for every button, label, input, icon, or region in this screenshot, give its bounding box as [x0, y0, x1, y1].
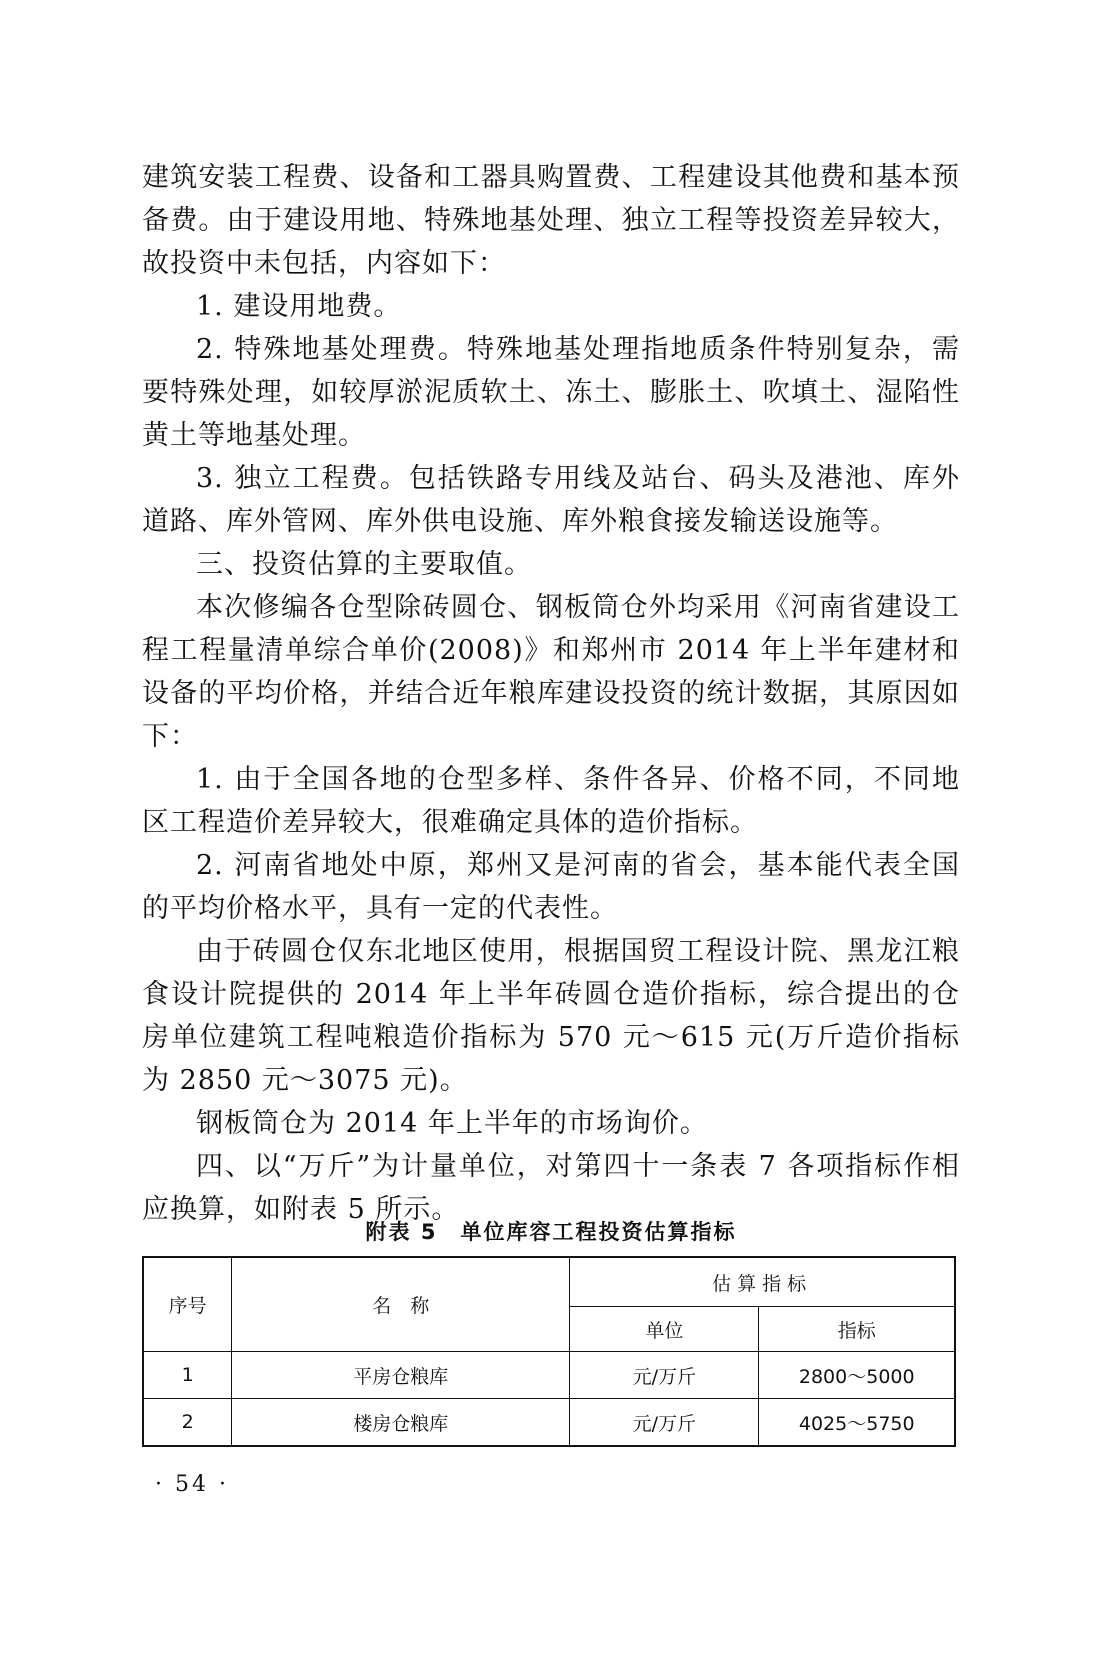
paragraph-brick-silo: 由于砖圆仓仅东北地区使用，根据国贸工程设计院、黑龙江粮食设计院提供的 2014 年上半年砖圆仓造价指标，综合提出的仓房单位建筑工程吨粮造价指标为 570 元～615 元(万斤造价指标为 2850 元～3075 元)。: [142, 936, 960, 1096]
header-name: 名 称: [232, 1257, 570, 1352]
paragraph-reason-1: 1. 由于全国各地的仓型多样、条件各异、价格不同，不同地区工程造价差异较大，很难确定具体的造价指标。: [142, 764, 960, 838]
table-header-row: [143, 1257, 955, 1307]
body-text: [142, 156, 960, 1231]
cell-seq: 1: [143, 1352, 232, 1399]
section-heading-main-values: 三、投资估算的主要取值。: [196, 549, 532, 580]
header-value: 指标: [759, 1307, 955, 1352]
paragraph-foundation-fee: 2. 特殊地基处理费。特殊地基处理指地质条件特别复杂，需要特殊处理，如较厚淤泥质软土、冻土、膨胀土、吹填土、湿陷性黄土等地基处理。: [142, 334, 960, 451]
table-row: [143, 1399, 955, 1447]
header-unit: 单位: [570, 1307, 759, 1352]
table-row: [143, 1352, 955, 1399]
cell-name: 平房仓粮库: [232, 1352, 570, 1399]
paragraph-reason-2: 2. 河南省地处中原，郑州又是河南的省会，基本能代表全国的平均价格水平，具有一定的代表性。: [142, 850, 960, 924]
cell-value: 4025～5750: [759, 1399, 955, 1447]
cell-seq: 2: [143, 1399, 232, 1447]
paragraph-revision-basis: 本次修编各仓型除砖圆仓、钢板筒仓外均采用《河南省建设工程工程量清单综合单价(2008)》和郑州市 2014 年上半年建材和设备的平均价格，并结合近年粮库建设投资的统计数据，其原因如下：: [142, 592, 960, 752]
cell-unit: 元/万斤: [570, 1399, 759, 1447]
cell-value: 2800～5000: [759, 1352, 955, 1399]
page-number: · 54 ·: [155, 1472, 229, 1497]
cell-unit: 元/万斤: [570, 1352, 759, 1399]
section-heading-unit-conversion: 四、以“万斤”为计量单位，对第四十一条表 7 各项指标作相应换算，如附表 5 所示。: [142, 1151, 960, 1225]
header-estimate-group: 估算指标: [570, 1257, 955, 1307]
header-seq: 序号: [143, 1257, 232, 1352]
paragraph-cost-composition: 建筑安装工程费、设备和工器具购置费、工程建设其他费和基本预备费。由于建设用地、特殊地基处理、独立工程等投资差异较大，故投资中未包括，内容如下：: [142, 162, 960, 279]
paragraph-steel-silo: 钢板筒仓为 2014 年上半年的市场询价。: [196, 1108, 708, 1139]
cell-name: 楼房仓粮库: [232, 1399, 570, 1447]
indicator-table: [142, 1256, 956, 1447]
paragraph-independent-works: 3. 独立工程费。包括铁路专用线及站台、码头及港池、库外道路、库外管网、库外供电设施、库外粮食接发输送设施等。: [142, 463, 960, 537]
paragraph-land-fee: 1. 建设用地费。: [196, 291, 402, 322]
table-title: 附表 5 单位库容工程投资估算指标: [365, 1220, 737, 1244]
